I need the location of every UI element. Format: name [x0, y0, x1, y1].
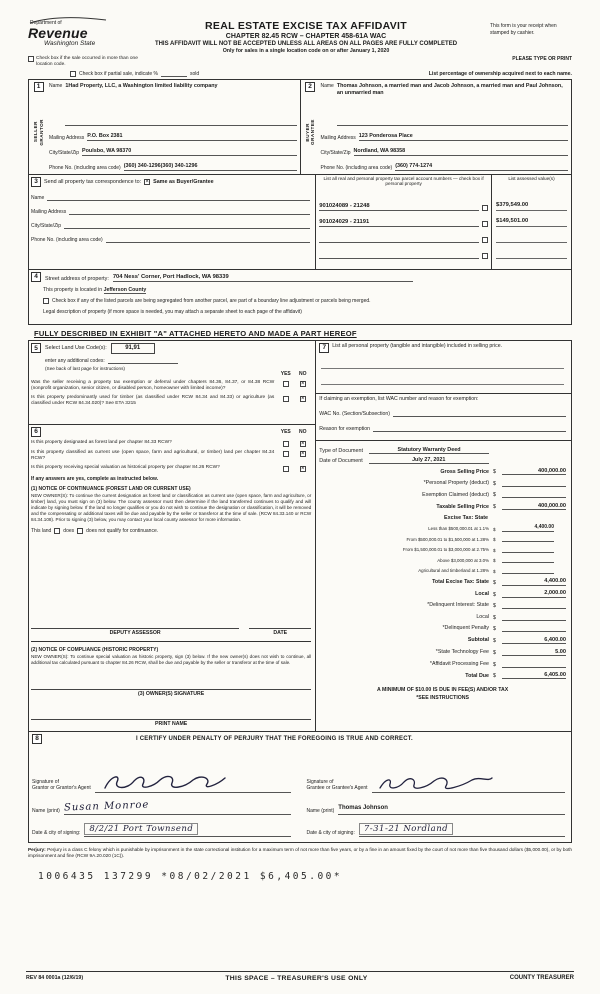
doc-type-label: Type of Document: [319, 447, 363, 454]
parcel-personal-checkbox[interactable]: [482, 237, 488, 243]
forest-yes-checkbox[interactable]: [283, 441, 289, 447]
buyer-fields: [318, 82, 569, 171]
dollar-sign: $: [493, 537, 496, 543]
seller-mailing-label: Mailing Address: [49, 135, 85, 141]
form-title: REAL ESTATE EXCISE TAX AFFIDAVIT: [205, 20, 407, 32]
certify-statement: I CERTIFY UNDER PENALTY OF PERJURY THAT THE FOREGOING IS TRUE AND CORRECT.: [136, 735, 413, 742]
page-footer: [26, 971, 574, 982]
tax-value-field[interactable]: 4,400.00: [502, 578, 566, 585]
document-tax-block: [316, 440, 571, 728]
parcel-area: [316, 175, 571, 269]
seller-name-label: Name: [49, 82, 63, 89]
partial-sold-label: sold: [189, 70, 200, 77]
form-revision: REV 84 0001a (12/6/19): [26, 975, 84, 981]
partial-sale-checkbox[interactable]: [70, 71, 76, 77]
receipt-note: This form is your receipt when stamped by cashier.: [490, 23, 557, 36]
designation-section: [29, 425, 315, 731]
tax-value-field[interactable]: [502, 480, 566, 487]
tax-value-field[interactable]: [502, 546, 554, 553]
land-use-label: Select Land Use Code(s):: [45, 345, 107, 351]
buyer-name-row: [321, 83, 569, 127]
grantor-date-city: 8/2/21 Port Townsend: [84, 823, 198, 835]
corr-name-row: [31, 194, 310, 201]
exemption-header: If claiming an exemption, list WAC number and reason for exemption:: [319, 395, 479, 402]
buyer-name-label: Name: [320, 82, 334, 89]
dollar-sign: $: [493, 673, 496, 680]
dollar-sign: $: [493, 650, 496, 657]
buyer-csz-label: City/State/Zip: [320, 149, 351, 156]
historic-question: Is this property receiving special valuation as historical property per chapter 84.26 RCW?: [31, 464, 220, 470]
tax-tier-2: From $500,000.01 to $1,500,000 at 1.28% $: [319, 535, 566, 542]
grantee-printed-name: Thomas Johnson: [338, 804, 388, 811]
dollar-sign: $: [493, 626, 496, 633]
seller-csz-row: [49, 148, 297, 156]
wac-row: [319, 410, 566, 417]
street-address-row: [31, 272, 566, 282]
tax-value-field[interactable]: 400,000.00: [502, 503, 566, 510]
dollar-sign: $: [493, 614, 496, 621]
multi-location-checkbox[interactable]: [28, 56, 34, 62]
doc-type-row: [319, 447, 566, 454]
parcel-numbers-column: [316, 175, 491, 269]
legal-description-text: FULLY DESCRIBED IN EXHIBIT "A" ATTACHED HERETO AND MADE A PART HEREOF: [34, 328, 357, 338]
buyer-side-label-1: BUYER: [304, 122, 310, 142]
owner-signature-line[interactable]: [31, 681, 311, 690]
buyer-csz-row: [321, 148, 569, 156]
dollar-sign: $: [493, 547, 496, 553]
seller-name-row: [49, 83, 297, 127]
historic-question-row: [31, 465, 311, 472]
seller-fields: [46, 82, 297, 171]
logo-swoosh-icon: [28, 16, 108, 24]
historic-no-checkbox[interactable]: ×: [300, 465, 305, 472]
tax-tier-agricultural: Agricultural and timberland at 1.28% $: [319, 567, 566, 574]
personal-property-line-1[interactable]: [321, 353, 564, 369]
corr-phone-label: Phone No. (including area code): [31, 236, 103, 243]
pre-row-1: [28, 56, 572, 68]
historic-yes-checkbox[interactable]: [283, 466, 289, 472]
buyer-block: [301, 80, 572, 174]
current-use-question: Is this property classified as current use (open space, farm and agricultural, or timber) land per chapter 84.34 RCW?: [31, 449, 275, 461]
partial-percent-field[interactable]: [161, 71, 187, 77]
land-use-section: [29, 341, 315, 425]
please-type-note: PLEASE TYPE OR PRINT: [512, 56, 572, 62]
excise-tax-state-header: Excise Tax: State: [444, 515, 488, 522]
seller-name-field[interactable]: 1Had Property, LLC, a Washington limited liability company: [65, 83, 296, 127]
certification-section: [28, 731, 572, 843]
grantee-name-print-label: Name (print): [306, 807, 335, 814]
dollar-sign: $: [493, 638, 496, 645]
grantee-sig-label-1: Signature of: [306, 778, 334, 785]
deferral-yes-checkbox[interactable]: [283, 381, 289, 387]
seller-side-label-2: GRANTOR: [38, 118, 44, 146]
grantor-sig-label-1: Signature of: [32, 778, 59, 785]
grantee-date-city: 7-31-21 Nordland: [359, 823, 453, 835]
left-column: [29, 341, 316, 731]
does-not-checkbox[interactable]: [77, 528, 83, 534]
grantor-signature-cell: [32, 744, 291, 793]
notice2-title: (2) NOTICE OF COMPLIANCE (HISTORIC PROPERTY): [31, 647, 159, 654]
seller-numcol: [31, 82, 46, 171]
buyer-side-labels: [305, 94, 316, 171]
does-label: does: [63, 528, 75, 535]
forest-no-checkbox[interactable]: ×: [300, 440, 305, 447]
section-6-number: 6: [31, 427, 41, 437]
print-name-label: PRINT NAME: [154, 720, 188, 727]
parcel-number-field[interactable]: [319, 258, 479, 259]
corr-name-field[interactable]: [47, 194, 310, 201]
tax-value-field[interactable]: 5.00: [502, 649, 566, 656]
signature-row: [32, 744, 565, 793]
does-checkbox[interactable]: [54, 528, 60, 534]
deferral-question-row: [31, 380, 311, 392]
land-use-code-field[interactable]: 91,91: [111, 343, 155, 354]
parcel-number-field[interactable]: [319, 242, 479, 243]
seller-side-labels: [33, 94, 44, 171]
no-header: NO: [299, 428, 307, 435]
title-block: [128, 20, 484, 54]
same-as-buyer-label: Same as Buyer/Grantee: [153, 178, 214, 185]
continuance-pre-label: This land: [31, 528, 52, 535]
legal-description-label: Legal description of property (if more space is needed, you may attach a separate sheet to each page of the affidavit): [43, 308, 302, 315]
dollar-sign: $: [493, 526, 496, 532]
tax-line-gross: Gross Selling Price $ 400,000.00: [440, 468, 566, 476]
continuance-row: [31, 528, 311, 534]
tax-value-field[interactable]: [502, 625, 566, 632]
buyer-phone-row: [321, 163, 569, 171]
tax-line-total-state: Total Excise Tax: State $ 4,400.00: [432, 578, 566, 586]
parcel-personal-checkbox[interactable]: [482, 221, 488, 227]
parcel-personal-checkbox[interactable]: [482, 253, 488, 259]
current-use-yes-checkbox[interactable]: [283, 451, 289, 457]
additional-codes-field[interactable]: [108, 358, 178, 364]
grantor-name-print-label: Name (print): [32, 807, 60, 814]
dollar-sign: $: [493, 558, 496, 564]
timber-question-row: [31, 395, 311, 407]
date-city-row: [32, 818, 565, 837]
sec6-header: [31, 427, 311, 437]
wac-field[interactable]: [393, 410, 566, 417]
parcel-header: List all real and personal property tax parcel account numbers — check box if personal property: [323, 175, 484, 187]
grantee-date-cell: [307, 818, 566, 837]
sec5-yes-no-header: [31, 371, 311, 377]
logo-dept-text: Department of: [30, 20, 62, 26]
county-row: [43, 287, 566, 293]
cashier-stamp: 1006435 137299 *08/02/2021 $6,405.00*: [38, 871, 343, 883]
dollar-sign: $: [493, 579, 496, 586]
reason-field[interactable]: [373, 425, 566, 432]
notice1-body: NEW OWNER(S): To continue the current designation as forest land or classification as current use (open space, farm and agriculture, or timber) land, you must sign on (3) below. The county assessor must then determine if the land transferred continues to qualify and will indicate by signing below. If the land no longer qualifies or you do not wish to continue the designation or classification, it will be removed and the compensating or additional taxes will be due and payable by the seller or transferor at the time of sale. (RCW 84.33.140 or RCW 84.34.108). Prior to signing (3) below, you may contact your local county assessor for more information.: [31, 492, 312, 523]
seller-phone-field[interactable]: (360) 340-1296(360) 340-1296: [124, 163, 297, 171]
perjury-text: Perjury is a class C felony which is punishable by imprisonment in the state correctional institution for a maximum term of not more than five years, or by a fine in an amount fixed by the court of not more than five thousand dollars ($5,000.00), or by both imprisonment and fine (RCW 9A.20.020 (1C)).: [28, 846, 572, 858]
partial-sale-check-group: [70, 71, 199, 77]
segregated-row: [43, 298, 566, 304]
parcel-row: [319, 234, 488, 243]
timber-no-checkbox[interactable]: ×: [300, 395, 305, 402]
logo-name-text: Revenue: [28, 25, 88, 41]
tax-line-exemption-deduct: Exemption Claimed (deduct) $: [319, 491, 566, 498]
parcel-number-field[interactable]: 901024029 - 21191: [319, 219, 479, 226]
assessed-value-field[interactable]: $149,501.00: [496, 218, 567, 227]
assessed-value-field[interactable]: [496, 234, 567, 243]
same-as-buyer-checkbox[interactable]: ×: [145, 178, 149, 185]
tax-line-total-due: Total Due $ 6,405.00: [465, 672, 566, 680]
doc-date-row: [319, 457, 566, 464]
main-columns: [28, 340, 572, 732]
street-address-field[interactable]: 704 Ness' Corner, Port Hadlock, WA 98339: [113, 274, 413, 282]
form-warning: THIS AFFIDAVIT WILL NOT BE ACCEPTED UNLESS ALL AREAS ON ALL PAGES ARE FULLY COMPLETED: [154, 41, 458, 47]
personal-property-label: List all personal property (tangible and intangible) included in selling price.: [332, 342, 503, 349]
tax-line-local: Local $ 2,000.00: [475, 590, 566, 598]
timber-question: Is this property predominantly used for timber (as classified under RCW 84.34 and 84.33) or agriculture (as classified under RCW 84.34.020)? See ETA 3215: [31, 394, 275, 407]
segregated-label: Check box if any of the listed parcels are being segregated from another parcel, are part of a boundary line adjustment or parcels being merged.: [52, 297, 371, 304]
grantee-date-field[interactable]: [359, 818, 565, 837]
perjury-notice: [28, 847, 572, 860]
no-header: NO: [299, 370, 307, 377]
dollar-sign: $: [493, 568, 496, 574]
tax-tier-3: From $1,500,000.01 to $3,000,000 at 2.75% $: [319, 546, 566, 553]
grantor-name-field[interactable]: [64, 796, 291, 815]
corr-mailing-label: Mailing Address: [31, 208, 67, 215]
grantor-date-label: Date & city of signing:: [32, 829, 81, 836]
corr-phone-row: [31, 236, 310, 243]
section-7-number: 7: [319, 343, 329, 353]
parcel-personal-checkbox[interactable]: [482, 205, 488, 211]
tax-value-field[interactable]: [502, 491, 566, 498]
tax-value-field[interactable]: [502, 556, 554, 563]
tax-value-field[interactable]: 400,000.00: [502, 468, 566, 475]
tax-line-delinquent-penalty: *Delinquent Penalty $: [319, 625, 566, 632]
grantor-date-field[interactable]: [84, 818, 290, 837]
grantor-signature: [99, 772, 229, 794]
tax-value-field[interactable]: 2,000.00: [502, 590, 566, 597]
current-use-question-row: [31, 450, 311, 462]
tax-value-field[interactable]: 4,400.00: [502, 525, 554, 532]
print-name-line[interactable]: [31, 711, 311, 720]
dor-logo: [28, 20, 128, 47]
buyer-phone-label: Phone No. (including area code): [320, 164, 393, 171]
exemption-block: [316, 393, 571, 434]
send-correspondence-label: Send all property tax correspondence to:: [44, 178, 142, 185]
property-address-section: [28, 269, 572, 325]
grantee-name-field[interactable]: [338, 796, 565, 815]
tax-line-processing-fee: *Affidavit Processing Fee $: [319, 661, 566, 668]
treasurer-space-label: THIS SPACE – TREASURER'S USE ONLY: [225, 975, 368, 982]
personal-property-line-2[interactable]: [321, 369, 564, 385]
grantee-date-label: Date & city of signing:: [306, 829, 355, 836]
seller-csz-label: City/State/Zip: [49, 149, 80, 156]
assessed-value-field[interactable]: $379,549.00: [496, 202, 567, 211]
section-2-number: 2: [305, 82, 315, 92]
timber-yes-checkbox[interactable]: [283, 396, 289, 402]
personal-property-header: [319, 343, 566, 353]
dollar-sign: $: [493, 480, 496, 487]
correspondence-column: [29, 175, 316, 269]
reason-row: [319, 425, 566, 432]
dollar-sign: $: [493, 603, 496, 610]
seller-mailing-field[interactable]: P.O. Box 2381: [87, 133, 296, 141]
buyer-mailing-row: [321, 133, 569, 141]
corr-mailing-row: [31, 208, 310, 215]
correspondence-header: [31, 177, 310, 187]
section-8-number: 8: [32, 734, 42, 744]
dollar-sign: $: [493, 591, 496, 598]
multi-location-check-group: [28, 56, 148, 68]
tax-line-delinquent-interest-state: *Delinquent Interest: State $: [319, 602, 566, 609]
land-use-row: [31, 343, 311, 354]
grantee-name-cell: [307, 796, 566, 815]
tax-line-taxable: Taxable Selling Price $ 400,000.00: [436, 502, 566, 511]
buyer-mailing-field[interactable]: 123 Ponderosa Place: [359, 133, 568, 141]
section-3-number: 3: [31, 177, 41, 187]
form-only-note: Only for sales in a single location code on or after January 1, 2020: [222, 48, 390, 54]
deputy-assessor-label: DEPUTY ASSESSOR: [109, 630, 161, 637]
buyer-side-label-2: GRANTEE: [310, 119, 315, 145]
notice1-title: (1) NOTICE OF CONTINUANCE (FOREST LAND OR CURRENT USE): [31, 485, 191, 492]
yes-header: YES: [280, 428, 291, 435]
parcel-row: [319, 202, 488, 211]
reason-label: Reason for exemption: [319, 425, 371, 432]
located-in-label: This property is located in: [43, 286, 103, 293]
seller-csz-field[interactable]: Poulsbo, WA 98370: [82, 148, 296, 156]
parcel-number-field[interactable]: 901024089 - 21248: [319, 203, 479, 210]
corr-csz-row: [31, 222, 310, 229]
tax-line-delinquent-interest-local: Local $: [319, 614, 566, 621]
seller-side-label-1: SELLER: [33, 121, 38, 143]
additional-codes-label: enter any additional codes:: [45, 357, 105, 364]
tax-correspondence-section: [28, 174, 572, 270]
parcel-row: [319, 250, 488, 259]
corr-mailing-field[interactable]: [69, 208, 310, 215]
grantor-name-cell: [32, 796, 291, 815]
tax-value-field[interactable]: 6,400.00: [502, 637, 566, 644]
grantor-date-cell: [32, 818, 291, 837]
yes-header: YES: [280, 370, 291, 377]
buyer-phone-field[interactable]: (360) 774-1274: [395, 163, 568, 171]
tax-value-field[interactable]: [502, 661, 566, 668]
deferral-no-checkbox[interactable]: ×: [300, 380, 305, 387]
wac-label: WAC No. (Section/Subsection): [319, 410, 390, 417]
tax-value-field[interactable]: [502, 567, 554, 574]
tax-line-subtotal: Subtotal $ 6,400.00: [467, 636, 566, 645]
dollar-sign: $: [493, 504, 496, 511]
additional-codes-row: [45, 358, 311, 364]
grantee-signature-cell: [307, 744, 566, 793]
if-yes-note: If any answers are yes, complete as instructed below.: [31, 475, 159, 482]
certification-header: [32, 734, 565, 744]
seller-mailing-row: [49, 133, 297, 141]
dollar-sign: $: [493, 661, 496, 668]
buyer-numcol: [303, 82, 318, 171]
multi-location-label: Check box if the sale occurred in more than one location code.: [36, 56, 138, 67]
minimum-due-note: A MINIMUM OF $10.00 IS DUE IN FEE(S) AND/OR TAX *SEE INSTRUCTIONS: [377, 687, 509, 701]
grantee-signature-line[interactable]: [372, 771, 566, 793]
tax-value-field[interactable]: [502, 602, 566, 609]
grantor-sig-label-2: Grantor or Grantor's Agent: [32, 785, 91, 791]
dollar-sign: $: [493, 492, 496, 499]
tax-line-technology-fee: *State Technology Fee $ 5.00: [435, 648, 566, 657]
grantee-signature: [376, 774, 496, 794]
county-field[interactable]: Jefferson County: [103, 286, 147, 293]
current-use-no-checkbox[interactable]: ×: [300, 450, 305, 457]
assessed-value-field[interactable]: [496, 250, 567, 259]
dollar-sign: $: [493, 469, 496, 476]
owner-signature-label: (3) OWNER(S) SIGNATURE: [138, 690, 205, 697]
pre-row-2: [28, 71, 572, 77]
logo-state-text: Washington State: [44, 40, 96, 47]
ownership-note: List percentage of ownership acquired next to each name.: [428, 70, 572, 77]
corr-csz-label: City/State/Zip: [31, 222, 62, 229]
form-header: [28, 20, 572, 54]
tax-line-personal-deduct: *Personal Property (deduct) $: [319, 480, 566, 487]
county-treasurer-label: COUNTY TREASURER: [509, 975, 574, 981]
doc-date-label: Date of Document: [319, 457, 363, 464]
tax-value-field[interactable]: 6,405.00: [502, 672, 566, 679]
corr-name-label: Name: [31, 194, 45, 201]
seller-phone-row: [49, 163, 297, 171]
parties-section: [28, 79, 572, 175]
name-print-row: [32, 796, 565, 815]
doc-type-field[interactable]: Statutory Warranty Deed: [369, 447, 489, 454]
seller-block: [29, 80, 301, 174]
section-7: [316, 341, 571, 731]
assessed-values-column: [491, 175, 571, 269]
deputy-date-line[interactable]: [249, 621, 311, 629]
buyer-csz-field[interactable]: Nordland, WA 98358: [354, 148, 568, 156]
partial-sale-label: Check box if partial sale, indicate %: [79, 70, 158, 77]
parcel-row: [319, 218, 488, 227]
form-chapter: CHAPTER 82.45 RCW – CHAPTER 458-61A WAC: [225, 33, 387, 40]
tax-tier-4: Above $3,000,000 at 3.0% $: [319, 556, 566, 563]
tax-tier-1: Less than $500,000.01 at 1.1% $ 4,400.00: [428, 523, 554, 532]
street-address-label: Street address of property:: [45, 275, 109, 282]
section-4-number: 4: [31, 272, 41, 282]
section-1-number: 1: [34, 82, 44, 92]
deputy-assessor-block: [31, 621, 311, 636]
grantor-signature-line[interactable]: [95, 771, 291, 793]
perjury-label: Perjury:: [28, 846, 46, 852]
section-5-number: 5: [31, 343, 41, 353]
deferral-question: Was the seller receiving a property tax exemption or deferral under chapters 84.36, 84.37, or 84.38 RCW (nonprofit organization, senior citizen, or disabled person, homeowner with limited income)?: [31, 379, 275, 391]
grantee-sig-label-2: Grantee or Grantee's Agent: [306, 785, 368, 791]
buyer-name-field[interactable]: Thomas Johnson, a married man and Jacob Johnson, a married man and Paul Johnson, an unmarried man: [337, 83, 568, 127]
see-back-note: (See back of last page for instructions): [45, 365, 125, 371]
notice2-body: NEW OWNER(S): To continue special valuation as historic property, sign (3) below. If the new owner(s) does not wish to continue, all additional tax calculated pursuant to chapter 84.26 RCW, shall be due and payable by the seller or transferor at the time of sale.: [31, 654, 312, 666]
buyer-mailing-label: Mailing Address: [320, 135, 356, 141]
seller-phone-label: Phone No. (including area code): [49, 164, 121, 171]
corr-csz-field[interactable]: [64, 222, 310, 229]
does-not-label: does not qualify for continuance.: [86, 528, 159, 535]
forest-question-row: [31, 440, 311, 447]
deputy-assessor-signature-line[interactable]: [31, 621, 239, 629]
tax-value-field[interactable]: [502, 535, 554, 542]
segregated-checkbox[interactable]: [43, 298, 49, 304]
deputy-date-label: DATE: [273, 630, 288, 637]
grantor-printed-name: Susan Monroe: [63, 799, 150, 813]
corr-phone-field[interactable]: [106, 236, 311, 243]
tax-value-field[interactable]: [502, 614, 566, 621]
notice2-block: [31, 641, 311, 666]
forest-question: Is this property designated as forest land per chapter 84.33 RCW?: [31, 439, 172, 445]
doc-date-field[interactable]: July 27, 2021: [369, 457, 489, 464]
assessed-header: List assessed value(s): [508, 175, 555, 181]
